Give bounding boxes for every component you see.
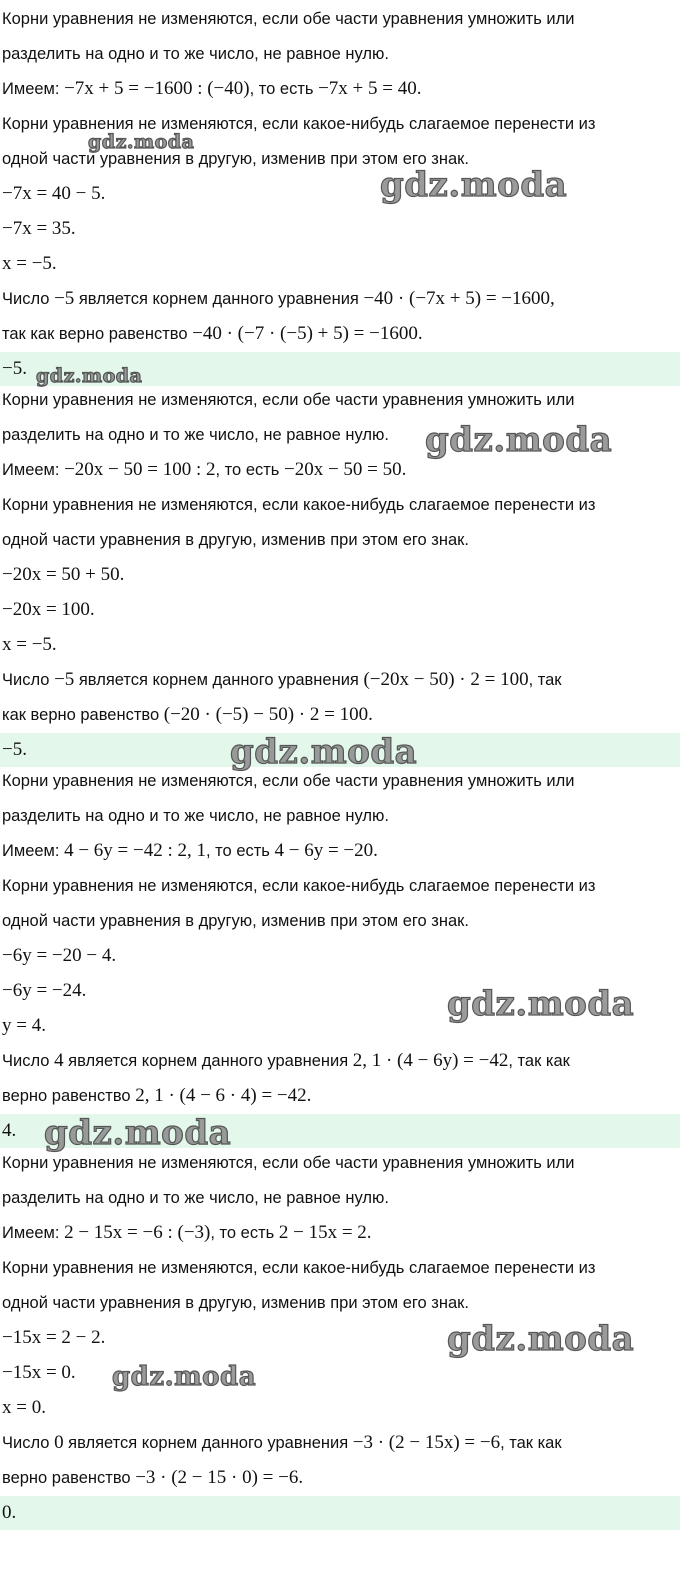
- equation: 2, 1 · (4 − 6y) = −42: [352, 1050, 509, 1071]
- watermark: gdz.moda: [112, 1362, 257, 1392]
- line-label: Число: [2, 290, 50, 308]
- connector-text: , то есть: [206, 842, 270, 860]
- answer-value: 0.: [2, 1502, 17, 1523]
- solution-line: [2, 875, 595, 897]
- watermark: gdz.moda: [447, 1319, 635, 1359]
- watermark: gdz.moda: [230, 732, 418, 772]
- explanation-text: Корни уравнения не изменяются, если обе части уравнения умножить или: [2, 772, 575, 790]
- connector-text: , то есть: [215, 461, 280, 479]
- solution-line: [2, 253, 57, 275]
- connector-text: является корнем данного уравнения: [68, 1052, 349, 1070]
- equation: −15x = 2 − 2.: [2, 1327, 106, 1348]
- line-label: Число: [2, 1434, 50, 1452]
- equation: −20x − 50 = 100 : 2: [64, 459, 216, 480]
- explanation-text: Корни уравнения не изменяются, если обе части уравнения умножить или: [2, 391, 575, 409]
- connector-text: , то есть: [249, 80, 314, 98]
- solution-line: [2, 494, 595, 516]
- solution-line: [2, 945, 116, 967]
- equation: −6y = −24.: [2, 980, 87, 1001]
- watermark: gdz.moda: [447, 984, 635, 1024]
- watermark: gdz.moda: [88, 131, 195, 153]
- equation: −7x + 5 = −1600 : (−40): [64, 78, 250, 99]
- answer-value: 4.: [2, 1120, 17, 1141]
- solution-line: [2, 634, 57, 656]
- watermark: gdz.moda: [425, 420, 613, 460]
- solution-line: [2, 1467, 303, 1489]
- equation: 4 − 6y = −42 : 2, 1: [64, 840, 207, 861]
- equation: 0: [54, 1432, 64, 1453]
- line-label: Имеем:: [2, 80, 60, 98]
- equation: −7x = 40 − 5.: [2, 183, 106, 204]
- answer-value: −5.: [2, 739, 27, 760]
- equation: y = 4.: [2, 1015, 46, 1036]
- explanation-text: одной части уравнения в другую, изменив при этом его знак.: [2, 531, 469, 549]
- solution-line: [2, 288, 555, 310]
- solution-line: [2, 1292, 469, 1314]
- line-label: Имеем:: [2, 842, 60, 860]
- line-label: верно равенство: [2, 1469, 131, 1487]
- connector-text: является корнем данного уравнения: [68, 1434, 349, 1452]
- line-label: Имеем:: [2, 461, 60, 479]
- solution-line: [2, 1222, 372, 1244]
- solution-line: [2, 389, 574, 411]
- equation: −6y = −20 − 4.: [2, 945, 117, 966]
- equation: −20x − 50 = 50.: [284, 459, 407, 480]
- equation: −3 · (2 − 15x) = −6: [352, 1432, 501, 1453]
- line-label: Число: [2, 671, 50, 689]
- line-label: Число: [2, 1052, 50, 1070]
- connector-text: , так как: [500, 1434, 562, 1452]
- equation: −7x + 5 = 40.: [318, 78, 422, 99]
- connector-text: является корнем данного уравнения: [78, 671, 359, 689]
- connector-text: является корнем данного уравнения: [78, 290, 359, 308]
- equation: −20x = 100.: [2, 599, 95, 620]
- equation: (−20 · (−5) − 50) · 2 = 100.: [163, 704, 373, 725]
- equation: −3 · (2 − 15 · 0) = −6.: [135, 1467, 304, 1488]
- equation: −7x = 35.: [2, 218, 76, 239]
- line-label: так как верно равенство: [2, 325, 188, 343]
- solution-line: [2, 770, 574, 792]
- explanation-text: Корни уравнения не изменяются, если какое-нибудь слагаемое перенести из: [2, 877, 596, 895]
- solution-line: [2, 980, 86, 1002]
- solution-line: [2, 323, 423, 345]
- explanation-text: Корни уравнения не изменяются, если обе части уравнения умножить или: [2, 1154, 575, 1172]
- solution-line: [2, 1432, 562, 1454]
- equation: −15x = 0.: [2, 1362, 76, 1383]
- equation: (−20x − 50) · 2 = 100: [363, 669, 529, 690]
- solution-line: [2, 424, 389, 446]
- explanation-text: разделить на одно и то же число, не равное нулю.: [2, 426, 389, 444]
- solution-line: [2, 529, 469, 551]
- explanation-text: Корни уравнения не изменяются, если какое-нибудь слагаемое перенести из: [2, 496, 596, 514]
- solution-line: [2, 1050, 570, 1072]
- explanation-text: Корни уравнения не изменяются, если какое-нибудь слагаемое перенести из: [2, 115, 596, 133]
- equation: −5: [54, 669, 75, 690]
- equation: −40 · (−7x + 5) = −1600,: [363, 288, 555, 309]
- solution-line: [2, 1152, 574, 1174]
- line-label: Имеем:: [2, 1224, 60, 1242]
- solution-line: [2, 183, 105, 205]
- equation: 4: [54, 1050, 64, 1071]
- watermark: gdz.moda: [380, 165, 568, 205]
- solution-line: [2, 459, 406, 481]
- watermark: gdz.moda: [36, 365, 143, 387]
- answer-band: [0, 1496, 680, 1530]
- equation: x = −5.: [2, 253, 57, 274]
- answer-value: −5.: [2, 358, 27, 379]
- equation: −40 · (−7 · (−5) + 5) = −1600.: [192, 323, 423, 344]
- equation: 2, 1 · (4 − 6 · 4) = −42.: [135, 1085, 312, 1106]
- equation: 4 − 6y = −20.: [274, 840, 378, 861]
- equation: 2 − 15x = 2.: [278, 1222, 372, 1243]
- solution-line: [2, 1362, 76, 1384]
- solution-line: [2, 805, 389, 827]
- explanation-text: одной части уравнения в другую, изменив при этом его знак.: [2, 150, 469, 168]
- explanation-text: Корни уравнения не изменяются, если обе части уравнения умножить или: [2, 10, 575, 28]
- explanation-text: разделить на одно и то же число, не равное нулю.: [2, 45, 389, 63]
- equation: −20x = 50 + 50.: [2, 564, 125, 585]
- solution-line: [2, 1327, 105, 1349]
- solution-line: [2, 1085, 311, 1107]
- connector-text: , так как: [508, 1052, 570, 1070]
- equation: −5: [54, 288, 75, 309]
- explanation-text: Корни уравнения не изменяются, если какое-нибудь слагаемое перенести из: [2, 1259, 596, 1277]
- connector-text: , так: [528, 671, 562, 689]
- line-label: верно равенство: [2, 1087, 131, 1105]
- equation: x = −5.: [2, 634, 57, 655]
- solution-line: [2, 1257, 595, 1279]
- solution-line: [2, 1397, 46, 1419]
- solution-line: [2, 218, 76, 240]
- solution-line: [2, 564, 124, 586]
- solution-line: [2, 910, 469, 932]
- solution-line: [2, 78, 421, 100]
- solution-line: [2, 1015, 46, 1037]
- solution-line: [2, 840, 378, 862]
- equation: x = 0.: [2, 1397, 46, 1418]
- explanation-text: разделить на одно и то же число, не равное нулю.: [2, 1189, 389, 1207]
- solution-line: [2, 8, 574, 30]
- solution-line: [2, 669, 562, 691]
- explanation-text: разделить на одно и то же число, не равное нулю.: [2, 807, 389, 825]
- explanation-text: одной части уравнения в другую, изменив при этом его знак.: [2, 912, 469, 930]
- line-label: как верно равенство: [2, 706, 160, 724]
- solution-line: [2, 704, 373, 726]
- solution-line: [2, 43, 389, 65]
- solution-line: [2, 599, 95, 621]
- solution-line: [2, 1187, 389, 1209]
- equation: 2 − 15x = −6 : (−3): [64, 1222, 211, 1243]
- connector-text: , то есть: [210, 1224, 275, 1242]
- explanation-text: одной части уравнения в другую, изменив при этом его знак.: [2, 1294, 469, 1312]
- watermark: gdz.moda: [44, 1113, 232, 1153]
